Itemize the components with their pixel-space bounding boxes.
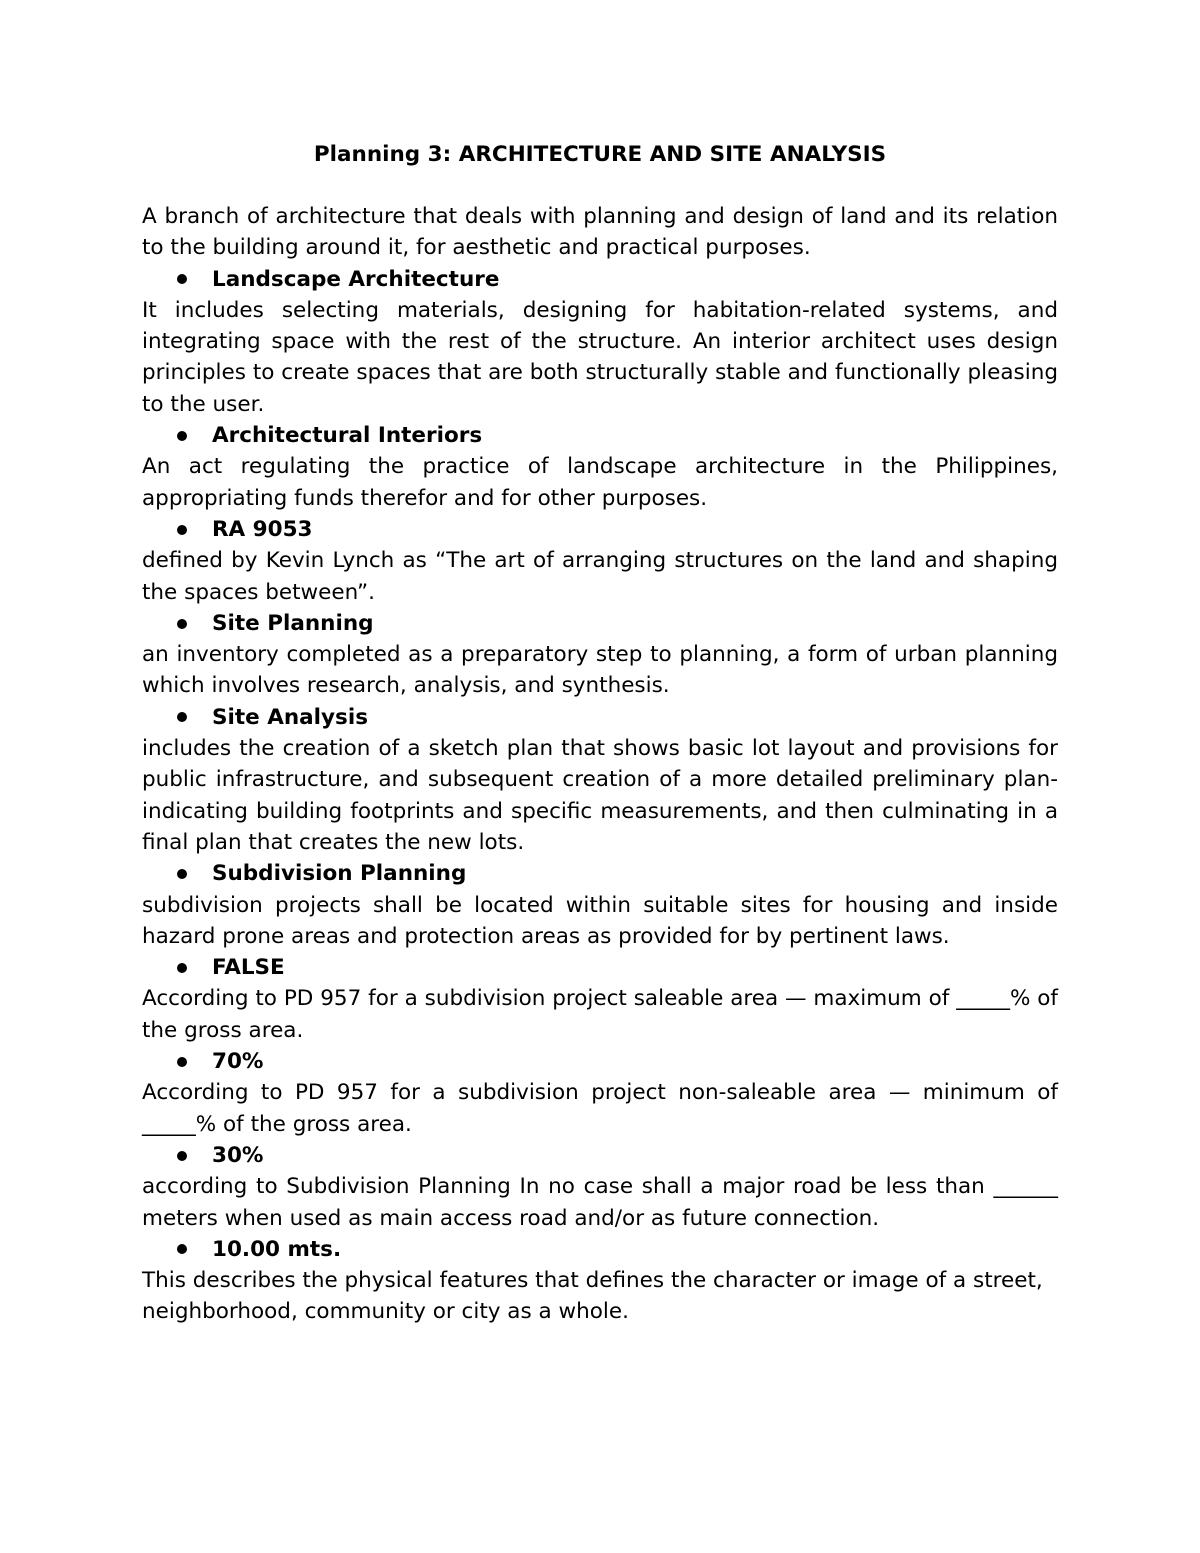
bullet-icon (177, 619, 187, 629)
bullet-icon (177, 712, 187, 722)
answer-bullet (142, 1140, 1058, 1171)
answer-text: Landscape Architecture (212, 266, 500, 292)
question-paragraph: includes the creation of a sketch plan that shows basic lot layout and provisions for public infrastructure, and subsequent creation of a more detailed preliminary plan- indicating building footprints and specific measurements, and then culminating in a final plan that creates the new lots. (142, 736, 1058, 855)
answer-bullet (142, 1046, 1058, 1077)
answer-text: Subdivision Planning (212, 861, 467, 887)
answer-bullet (142, 514, 1058, 545)
bullet-icon (177, 869, 187, 879)
answer-bullet (142, 858, 1058, 889)
question-paragraph: This describes the physical features that defines the character or image of a street, neighborhood, community or city as a whole. (142, 1268, 1043, 1325)
bullet-icon (177, 431, 187, 441)
question-paragraph: It includes selecting materials, designing for habitation-related systems, and integrating space with the rest of the structure. An interior architect uses design principles to create spaces that are both structurally stable and functionally pleasing to the user. (142, 297, 1058, 417)
answer-bullet (142, 264, 1058, 295)
bullet-icon (177, 963, 187, 973)
answer-bullet (142, 952, 1058, 983)
bullet-icon (177, 1151, 187, 1161)
answer-bullet (142, 1234, 1058, 1265)
answer-text: Site Analysis (212, 704, 369, 730)
answer-text: Architectural Interiors (212, 423, 483, 449)
answer-bullet (142, 702, 1058, 733)
answer-text: RA 9053 (212, 516, 313, 542)
bullet-icon (177, 1057, 187, 1067)
question-paragraph: An act regulating the practice of landscape architecture in the Philippines, appropriating funds therefor and for other purposes. (142, 454, 1058, 511)
answer-text: 10.00 mts. (212, 1236, 342, 1262)
bullet-icon (177, 525, 187, 535)
answer-text: Site Planning (212, 610, 374, 636)
answer-text: FALSE (212, 955, 285, 981)
answer-text: 70% (212, 1049, 264, 1075)
intro-paragraph: A branch of architecture that deals with planning and design of land and its relation to the building around it, for aesthetic and practical purposes. (142, 204, 1058, 261)
question-paragraph: according to Subdivision Planning In no case shall a major road be less than ______ meters when used as main access road and/or as future connection. (142, 1174, 1058, 1231)
question-paragraph: According to PD 957 for a subdivision project saleable area — maximum of _____% of the gross area. (142, 986, 1058, 1043)
document-title: Planning 3: ARCHITECTURE AND SITE ANALYSIS (313, 142, 887, 167)
question-paragraph: subdivision projects shall be located within suitable sites for housing and inside hazard prone areas and protection areas as provided for by pertinent laws. (142, 892, 1058, 949)
answer-text: 30% (212, 1142, 264, 1168)
bullet-icon (177, 1244, 187, 1254)
question-paragraph: According to PD 957 for a subdivision project non-saleable area — minimum of _____% of the gross area. (142, 1080, 1058, 1137)
question-paragraph: defined by Kevin Lynch as “The art of arranging structures on the land and shaping the spaces between”. (142, 548, 1058, 605)
answer-bullet (142, 420, 1058, 451)
document-page (142, 139, 1058, 1328)
bullet-icon (177, 274, 187, 284)
question-paragraph: an inventory completed as a preparatory step to planning, a form of urban planning which involves research, analysis, and synthesis. (142, 642, 1058, 699)
answer-bullet (142, 608, 1058, 639)
